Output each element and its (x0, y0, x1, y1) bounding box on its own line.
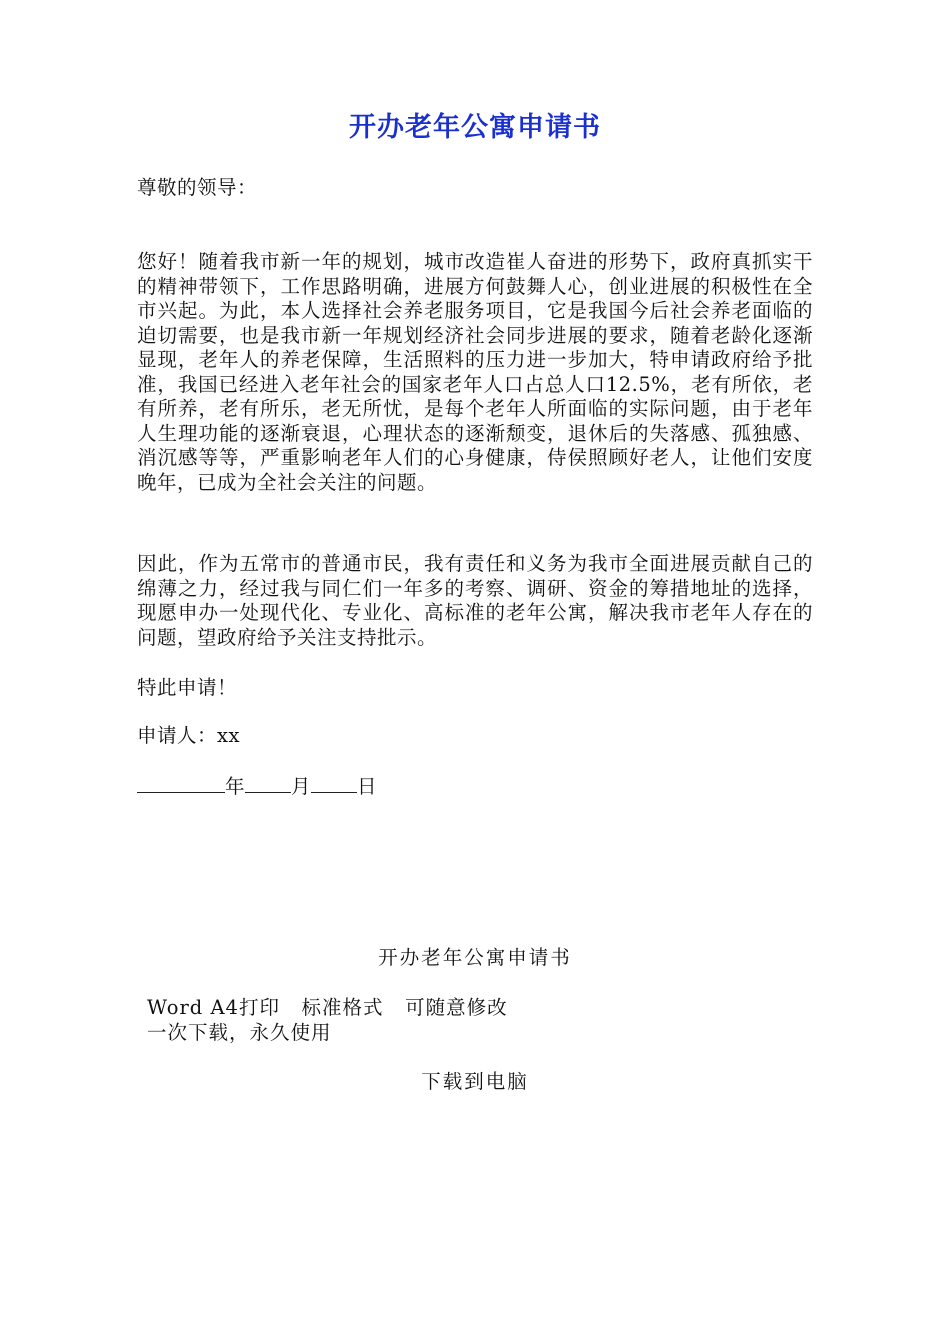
year-blank (137, 772, 225, 793)
day-label: 日 (357, 775, 378, 798)
document-title: 开办老年公寓申请书 (349, 112, 601, 143)
footer-title: 开办老年公寓申请书 (378, 946, 572, 969)
date-line (137, 772, 377, 800)
download-to-computer-link[interactable]: 下载到电脑 (421, 1070, 529, 1093)
month-label: 月 (291, 775, 312, 798)
closing-line: 特此申请！ (137, 676, 238, 699)
month-blank (245, 772, 291, 793)
footer-once: 一次下载，永久使用 (147, 1021, 332, 1044)
paragraph-2: 因此，作为五常市的普通市民，我有责任和义务为我市全面进展贡献自己的绵薄之力，经过我与同仁们一年多的考察、调研、资金的筹措地址的选择，现愿申办一处现代化、专业化、高标准的老年公寓，解决我市老年人存在的问题，望政府给予关注支持批示。 (137, 552, 813, 649)
greeting: 尊敬的领导： (137, 176, 258, 199)
footer-features: Word A4打印 标准格式 可随意修改 (147, 996, 508, 1019)
day-blank (311, 772, 357, 793)
year-label: 年 (225, 775, 246, 798)
applicant-line: 申请人：xx (137, 724, 240, 747)
paragraph-1: 您好！随着我市新一年的规划，城市改造崔人奋进的形势下，政府真抓实干的精神带领下，工作思路明确，进展方何鼓舞人心，创业进展的积极性在全市兴起。为此，本人选择社会养老服务项目，它是我国今后社会养老面临的迫切需要，也是我市新一年规划经济社会同步进展的要求，随着老龄化逐渐显现，老年人的养老保障，生活照料的压力进一步加大，特申请政府给予批准，我国已经进入老年社会的国家老年人口占总人口12.5%，老有所依，老有所养，老有所乐，老无所忧，是每个老年人所面临的实际问题，由于老年人生理功能的逐渐衰退，心理状态的逐渐颓变，退休后的失落感、孤独感、消沉感等等，严重影响老年人们的心身健康，侍侯照顾好老人，让他们安度晚年，已成为全社会关注的问题。 (137, 250, 813, 494)
